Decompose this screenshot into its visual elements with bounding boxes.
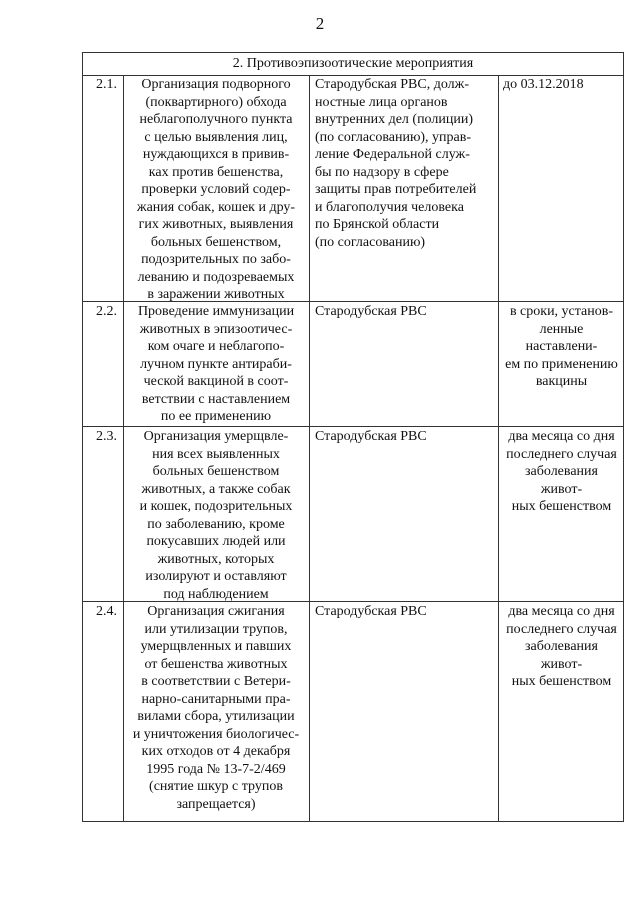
action-cell: Организация сжигания или утилизации трупов, умерщвленных и павших от бешенства животных в соответствии с Ветери- нарно-санитарными пра- вилами сбора, утилизации и уничтожения биологичес- ких отходов от 4 декабря 1995 года № 13-7-2/469 (снятие шкур с трупов запрещается) (132, 604, 300, 812)
table-row (83, 602, 623, 821)
measures-table (82, 52, 624, 822)
action-cell: Проведение иммунизации животных в эпизоотичес- ком очаге и неблагопо- лучном пункте антираби- ческой вакциной в соот- ветствии с наставлением по ее применению (137, 304, 295, 424)
row-number: 2.3. (96, 429, 117, 444)
row-number: 2.4. (96, 604, 117, 619)
table-row (83, 75, 623, 302)
responsible-cell: Стародубская РВС (315, 304, 427, 319)
responsible-cell: Стародубская РВС (315, 604, 427, 619)
page-number: 2 (315, 14, 325, 33)
term-cell: два месяца со дня последнего случая заболевания живот- ных бешенством (506, 429, 617, 514)
action-cell: Организация умерщвле- ния всех выявленных больных бешенством животных, а также собак и кошек, подозрительных по заболеванию, кроме покусавших людей или животных, которых изолируют и оставляют под наблюдением (139, 429, 293, 602)
table-row (83, 427, 623, 602)
responsible-cell: Стародубская РВС (315, 429, 427, 444)
action-cell: Организация подворного (поквартирного) обхода неблагополучного пункта с целью выявления лиц, нуждающихся в привив- ках против бешенства, проверки условий содер- жания собак, кошек и дру- гих животных, выявления больных бешенством, подозрительных по забо- леванию и подозреваемых в заражении животных (136, 77, 296, 302)
table-row (83, 302, 623, 427)
responsible-cell: Стародубская РВС, долж- ностные лица органов внутренних дел (полиции) (по согласованию), управ- ление Федеральной служ- бы по надзору в сфере защиты прав потребителей и благополучия человека по Брянской области (по согласованию) (315, 77, 477, 250)
term-cell: два месяца со дня последнего случая заболевания живот- ных бешенством (506, 604, 617, 689)
row-number: 2.1. (96, 77, 117, 92)
row-number: 2.2. (96, 304, 117, 319)
section-title: 2. Противоэпизоотические мероприятия (83, 53, 623, 76)
term-cell: до 03.12.2018 (503, 77, 584, 92)
term-cell: в сроки, установ- ленные наставлени- ем по применению вакцины (505, 304, 618, 389)
